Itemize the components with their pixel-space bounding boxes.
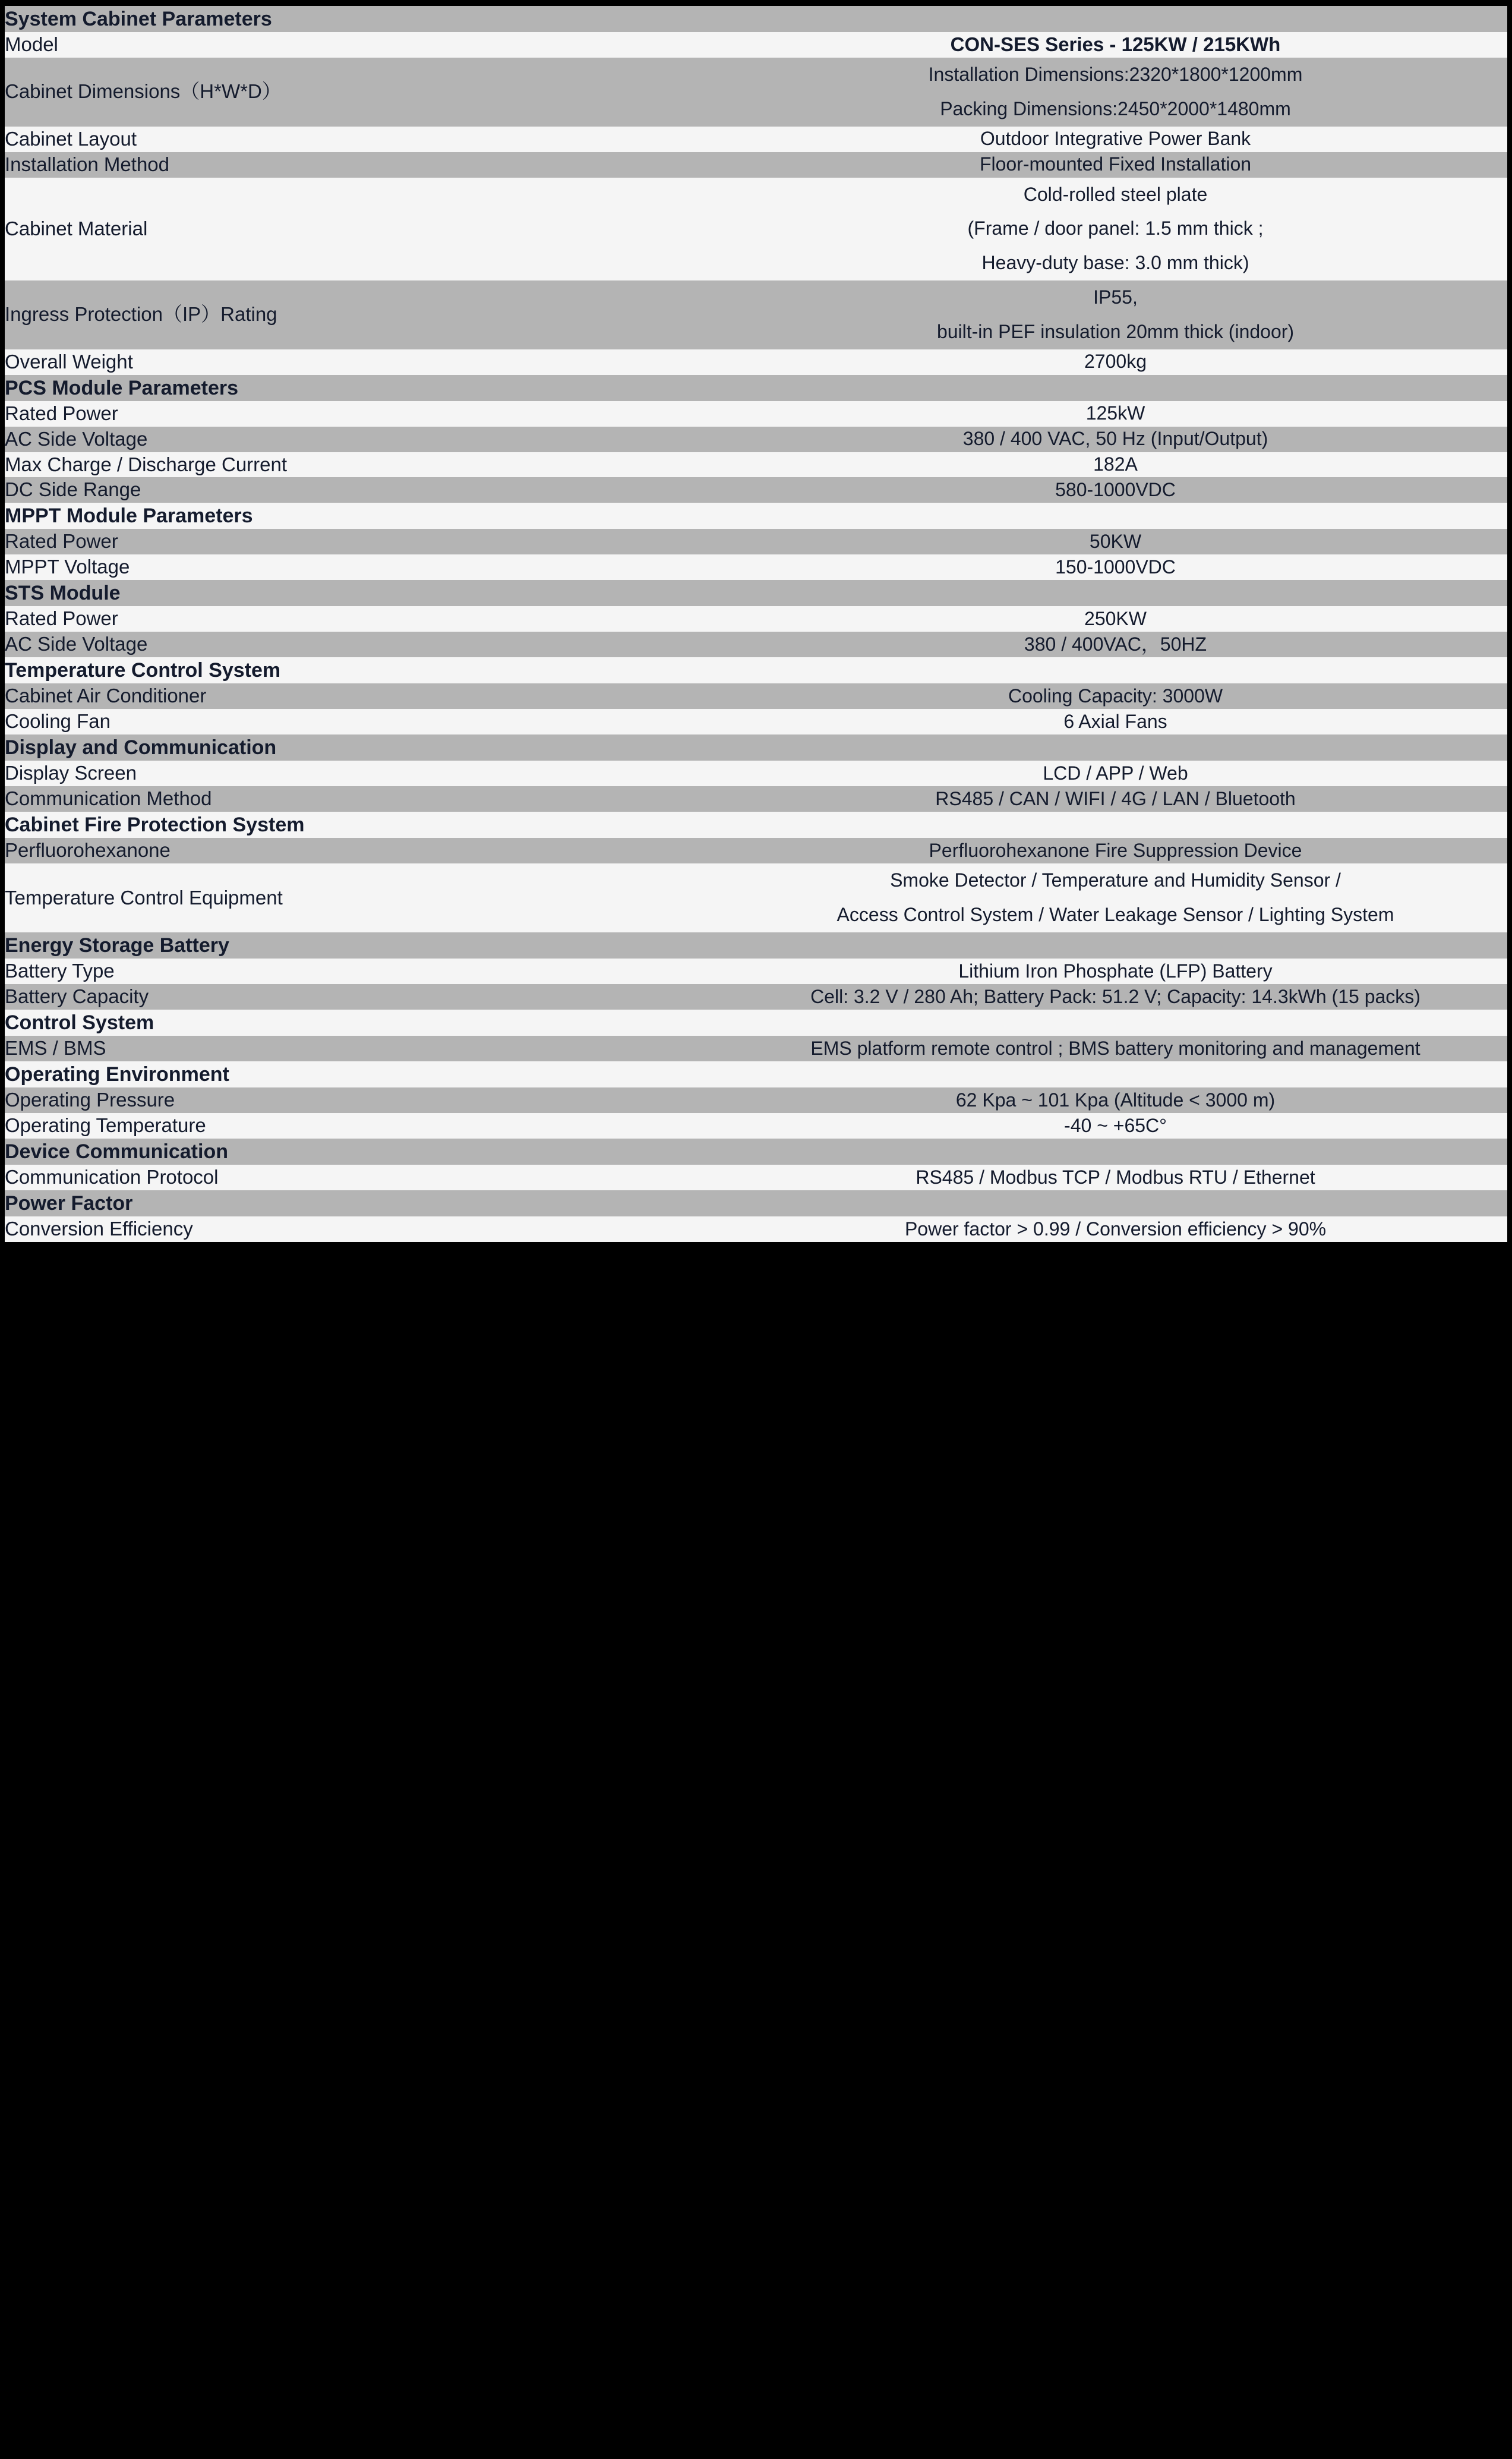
section-header-label: Display and Communication bbox=[5, 734, 1507, 761]
section-header-row bbox=[5, 932, 1507, 959]
spec-value bbox=[724, 984, 1507, 1010]
spec-value-line: 125kW bbox=[1085, 402, 1145, 424]
spec-value bbox=[724, 152, 1507, 178]
spec-value-line: Access Control System / Water Leakage Sensor / Lighting System bbox=[837, 904, 1394, 926]
spec-label: MPPT Voltage bbox=[5, 554, 724, 580]
section-header-row bbox=[5, 580, 1507, 606]
spec-value bbox=[724, 959, 1507, 984]
spec-label: Installation Method bbox=[5, 152, 724, 178]
spec-value bbox=[724, 280, 1507, 349]
section-header-row bbox=[5, 1010, 1507, 1036]
section-header-row bbox=[5, 734, 1507, 761]
spec-value-line: built-in PEF insulation 20mm thick (indoor) bbox=[936, 320, 1295, 342]
spec-value-line: Cooling Capacity: 3000W bbox=[1008, 685, 1223, 707]
spec-value-line: Smoke Detector / Temperature and Humidity Sensor / bbox=[890, 869, 1341, 891]
spec-row bbox=[5, 477, 1507, 503]
section-header-label: Power Factor bbox=[5, 1190, 1507, 1216]
spec-row bbox=[5, 838, 1507, 863]
spec-label: Battery Capacity bbox=[5, 984, 724, 1010]
spec-row bbox=[5, 349, 1507, 375]
spec-label: Cabinet Dimensions（H*W*D） bbox=[5, 58, 724, 127]
spec-value bbox=[724, 1087, 1507, 1113]
spec-value bbox=[724, 349, 1507, 375]
spec-value bbox=[724, 1216, 1507, 1242]
spec-row bbox=[5, 1165, 1507, 1190]
spec-value bbox=[724, 683, 1507, 709]
spec-value bbox=[724, 58, 1507, 127]
spec-value bbox=[724, 178, 1507, 280]
spec-value bbox=[724, 127, 1507, 152]
spec-row bbox=[5, 959, 1507, 984]
spec-value bbox=[724, 838, 1507, 863]
spec-label: Cooling Fan bbox=[5, 709, 724, 734]
spec-value bbox=[724, 32, 1507, 58]
spec-row bbox=[5, 1087, 1507, 1113]
section-header-label: PCS Module Parameters bbox=[5, 375, 1507, 401]
spec-value-line: 250KW bbox=[1084, 608, 1147, 630]
spec-row bbox=[5, 761, 1507, 786]
spec-value bbox=[724, 1113, 1507, 1139]
section-header-row bbox=[5, 6, 1507, 32]
spec-row bbox=[5, 606, 1507, 632]
section-header-row bbox=[5, 503, 1507, 529]
spec-value-line: LCD / APP / Web bbox=[1043, 762, 1188, 784]
spec-value-line: RS485 / CAN / WIFI / 4G / LAN / Bluetooth bbox=[935, 787, 1296, 809]
spec-label: Temperature Control Equipment bbox=[5, 863, 724, 932]
spec-label: DC Side Range bbox=[5, 477, 724, 503]
spec-label: Perfluorohexanone bbox=[5, 838, 724, 863]
spec-value-line: Packing Dimensions:2450*2000*1480mm bbox=[940, 97, 1291, 119]
spec-row bbox=[5, 786, 1507, 812]
spec-value bbox=[724, 452, 1507, 478]
section-header-row bbox=[5, 657, 1507, 683]
spec-value-line: EMS platform remote control ; BMS battery monitoring and management bbox=[810, 1037, 1421, 1059]
spec-row bbox=[5, 1036, 1507, 1061]
spec-label: Conversion Efficiency bbox=[5, 1216, 724, 1242]
spec-value bbox=[724, 1165, 1507, 1190]
spec-label: Cabinet Material bbox=[5, 178, 724, 280]
spec-label: Rated Power bbox=[5, 606, 724, 632]
section-header-label: System Cabinet Parameters bbox=[5, 6, 1507, 32]
spec-value-line: 6 Axial Fans bbox=[1063, 710, 1167, 732]
spec-value-line: 2700kg bbox=[1084, 351, 1147, 373]
spec-value-line: 182A bbox=[1093, 453, 1138, 475]
spec-value-line: IP55, bbox=[1093, 286, 1138, 308]
spec-value-line: (Frame / door panel: 1.5 mm thick ; bbox=[967, 217, 1264, 239]
spec-value-line: 50KW bbox=[1089, 531, 1142, 553]
spec-value bbox=[724, 529, 1507, 554]
spec-value bbox=[724, 761, 1507, 786]
spec-label: Communication Protocol bbox=[5, 1165, 724, 1190]
spec-value-line: 380 / 400 VAC, 50 Hz (Input/Output) bbox=[962, 428, 1268, 450]
spec-value-line: Cold-rolled steel plate bbox=[1023, 183, 1208, 205]
spec-label: Ingress Protection（IP）Rating bbox=[5, 280, 724, 349]
section-header-label: STS Module bbox=[5, 580, 1507, 606]
spec-value bbox=[724, 786, 1507, 812]
specification-table bbox=[5, 6, 1507, 1242]
spec-row bbox=[5, 529, 1507, 554]
spec-row bbox=[5, 280, 1507, 349]
section-header-label: Temperature Control System bbox=[5, 657, 1507, 683]
spec-value-line: CON-SES Series - 125KW / 215KWh bbox=[950, 33, 1281, 56]
spec-row bbox=[5, 427, 1507, 452]
spec-label: Display Screen bbox=[5, 761, 724, 786]
spec-label: Operating Pressure bbox=[5, 1087, 724, 1113]
spec-value-line: 380 / 400VAC，50HZ bbox=[1024, 633, 1207, 655]
spec-value-line: Perfluorohexanone Fire Suppression Device bbox=[929, 840, 1302, 861]
spec-row bbox=[5, 152, 1507, 178]
spec-label: Communication Method bbox=[5, 786, 724, 812]
spec-label: Rated Power bbox=[5, 529, 724, 554]
spec-label: AC Side Voltage bbox=[5, 427, 724, 452]
spec-row bbox=[5, 127, 1507, 152]
section-header-row bbox=[5, 812, 1507, 838]
spec-row bbox=[5, 452, 1507, 478]
spec-value bbox=[724, 632, 1507, 657]
spec-label: AC Side Voltage bbox=[5, 632, 724, 657]
spec-label: Operating Temperature bbox=[5, 1113, 724, 1139]
spec-label: Battery Type bbox=[5, 959, 724, 984]
spec-row bbox=[5, 32, 1507, 58]
spec-value bbox=[724, 709, 1507, 734]
spec-row bbox=[5, 984, 1507, 1010]
spec-value-line: Lithium Iron Phosphate (LFP) Battery bbox=[958, 960, 1273, 982]
spec-value bbox=[724, 1036, 1507, 1061]
spec-value bbox=[724, 401, 1507, 427]
spec-label: Model bbox=[5, 32, 724, 58]
section-header-row bbox=[5, 1061, 1507, 1087]
spec-value bbox=[724, 477, 1507, 503]
section-header-label: Control System bbox=[5, 1010, 1507, 1036]
spec-value bbox=[724, 606, 1507, 632]
section-header-row bbox=[5, 375, 1507, 401]
spec-label: Cabinet Air Conditioner bbox=[5, 683, 724, 709]
spec-label: Rated Power bbox=[5, 401, 724, 427]
section-header-label: MPPT Module Parameters bbox=[5, 503, 1507, 529]
spec-value-line: Floor-mounted Fixed Installation bbox=[979, 153, 1252, 175]
section-header-label: Energy Storage Battery bbox=[5, 932, 1507, 959]
spec-row bbox=[5, 683, 1507, 709]
spec-row bbox=[5, 58, 1507, 127]
spec-label: Cabinet Layout bbox=[5, 127, 724, 152]
spec-row bbox=[5, 401, 1507, 427]
section-header-label: Cabinet Fire Protection System bbox=[5, 812, 1507, 838]
spec-row bbox=[5, 1113, 1507, 1139]
spec-value-line: 150-1000VDC bbox=[1055, 556, 1176, 578]
spec-value-line: Outdoor Integrative Power Bank bbox=[980, 128, 1251, 150]
spec-value-line: 580-1000VDC bbox=[1055, 479, 1176, 501]
spec-value bbox=[724, 554, 1507, 580]
spec-row bbox=[5, 1216, 1507, 1242]
spec-value-line: RS485 / Modbus TCP / Modbus RTU / Ethernet bbox=[916, 1166, 1315, 1188]
spec-value bbox=[724, 863, 1507, 932]
spec-label: Max Charge / Discharge Current bbox=[5, 452, 724, 478]
specification-table-body bbox=[5, 6, 1507, 1242]
spec-row bbox=[5, 554, 1507, 580]
section-header-label: Device Communication bbox=[5, 1139, 1507, 1165]
spec-value-line: Installation Dimensions:2320*1800*1200mm bbox=[928, 64, 1303, 86]
spec-value-line: 62 Kpa ~ 101 Kpa (Altitude < 3000 m) bbox=[955, 1089, 1276, 1111]
spec-value-line: Cell: 3.2 V / 280 Ah; Battery Pack: 51.2 V; Capacity: 14.3kWh (15 packs) bbox=[810, 985, 1421, 1007]
spec-value bbox=[724, 427, 1507, 452]
spec-value-line: Power factor > 0.99 / Conversion efficiency > 90% bbox=[904, 1218, 1327, 1240]
spec-row bbox=[5, 632, 1507, 657]
section-header-row bbox=[5, 1190, 1507, 1216]
spec-row bbox=[5, 178, 1507, 280]
spec-row bbox=[5, 709, 1507, 734]
section-header-label: Operating Environment bbox=[5, 1061, 1507, 1087]
spec-value-line: Heavy-duty base: 3.0 mm thick) bbox=[981, 252, 1249, 274]
spec-value-line: -40 ~ +65C° bbox=[1064, 1114, 1167, 1136]
spec-label: Overall Weight bbox=[5, 349, 724, 375]
spec-row bbox=[5, 863, 1507, 932]
spec-label: EMS / BMS bbox=[5, 1036, 724, 1061]
section-header-row bbox=[5, 1139, 1507, 1165]
